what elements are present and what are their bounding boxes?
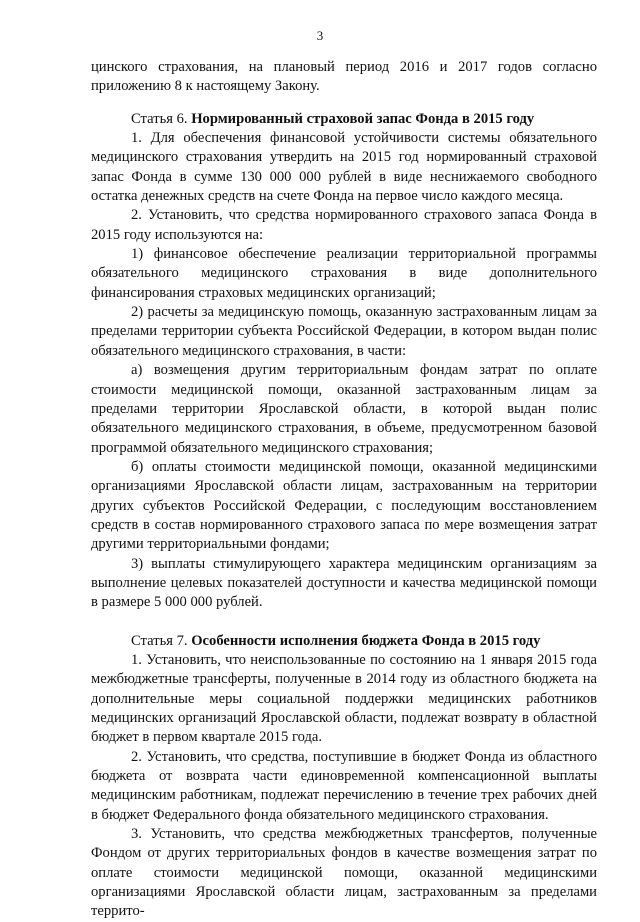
paragraph: б) оплаты стоимости медицинской помощи, оказанной медицинскими организациями Ярославской области лицам, застрахованным на территории других субъектов Российской Федерации, с последующим восстановлением средств в состав нормированного страхового запаса по мере возмещения затрат другими территориальными фондами; (91, 458, 597, 553)
paragraph: 1) финансовое обеспечение реализации территориальной программы обязательного медицинского страхования в виде дополнительного финансирования страховых медицинских организаций; (91, 246, 597, 301)
article-7-prefix: Статья 7. (131, 632, 192, 649)
paragraph: цинского страхования, на плановый период 2016 и 2017 годов согласно приложению 8 к настоящему Закону. (91, 59, 597, 95)
paragraph: 1. Для обеспечения финансовой устойчивости системы обязательного медицинского страхования утвердить на 2015 год нормированный страховой запас Фонда в сумме 130 000 000 рублей в виде неснижаемого свободного остатка денежных средств на счете Фонда на первое число каждого месяца. (91, 130, 597, 205)
paragraph: 2. Установить, что средства, поступившие в бюджет Фонда из областного бюджета от возврата части единовременной компенсационной выплаты медицинским работникам, подлежат перечислению в течение трех рабочих дней в бюджет Федерального фонда обязательного медицинского страхования. (91, 748, 597, 823)
paragraph: 2) расчеты за медицинскую помощь, оказанную застрахованным лицам за пределами территории субъекта Российской Федерации, в котором выдан полис обязательного медицинского страхования, в части: (91, 304, 597, 359)
article-6-title: Нормированный страховой запас Фонда в 2015 году (191, 110, 535, 127)
paragraph: 3. Установить, что средства межбюджетных трансфертов, полученные Фондом от других территориальных фондов в качестве возмещения затрат по оплате стоимости медицинской помощи, оказанной медицинскими организациями Ярославской области лицам, застрахованным за пределами террито- (91, 826, 597, 920)
article-7-heading (91, 632, 597, 651)
paragraph: а) возмещения другим территориальным фондам затрат по оплате стоимости медицинской помощи, оказанной застрахованным лицам за пределами территории Ярославской области, в которой выдан полис обязательного медицинского страхования, в объеме, предусмотренном базовой программой обязательного медицинского страхования; (91, 362, 597, 456)
document-body (91, 58, 597, 922)
article-7-title: Особенности исполнения бюджета Фонда в 2015 году (191, 632, 541, 649)
article-6-heading (91, 110, 597, 129)
paragraph: 3) выплаты стимулирующего характера медицинским организациям за выполнение целевых показателей доступности и качества медицинской помощи в размере 5 000 000 рублей. (91, 555, 597, 611)
paragraph: 2. Установить, что средства нормированного страхового запаса Фонда в 2015 году используются на: (91, 207, 597, 243)
paragraph: 1. Установить, что неиспользованные по состоянию на 1 января 2015 года межбюджетные трансферты, полученные в 2014 году из областного бюджета на дополнительные меры социальной поддержки медицинских работников медицинских организаций Ярославской области, подлежат возврату в областной бюджет в первом квартале 2015 года. (91, 651, 597, 746)
page-number: 3 (316, 28, 324, 43)
article-6-prefix: Статья 6. (131, 110, 192, 127)
